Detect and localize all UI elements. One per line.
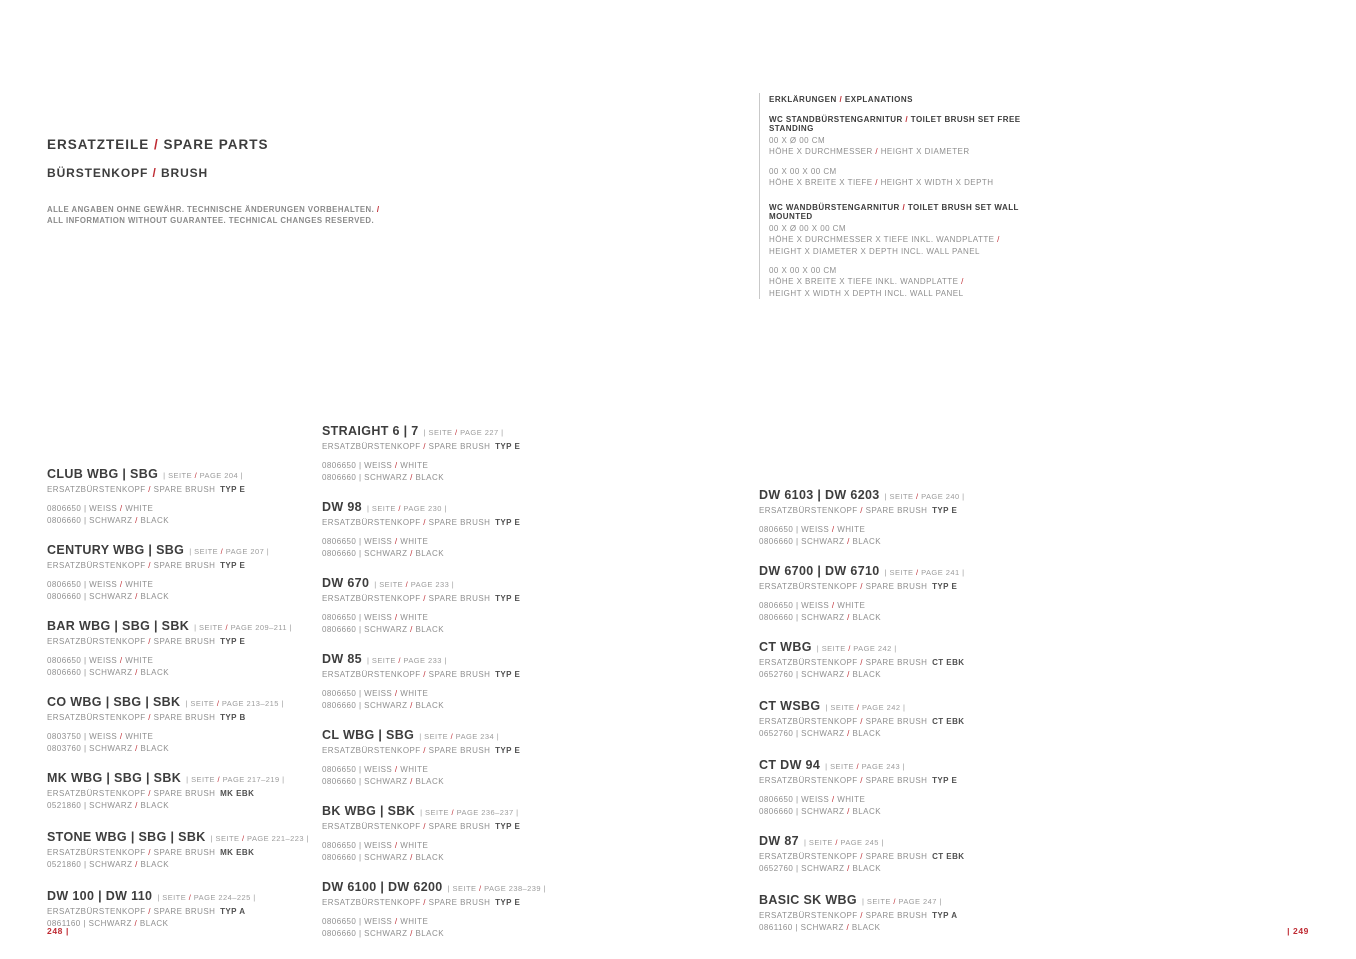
dimension-line: 00 X Ø 00 CM — [769, 136, 826, 145]
product-subtitle: ERSATZBÜRSTENKOPF / SPARE BRUSH — [322, 518, 491, 527]
product-name: DW 100 | DW 110 — [47, 889, 153, 903]
product-subtitle-line — [759, 716, 1049, 727]
product-title-line — [47, 466, 337, 483]
product-code-line: 0806660 | SCHWARZ / BLACK — [322, 473, 444, 482]
product-title-line — [47, 618, 337, 635]
product-type: TYP B — [220, 713, 246, 722]
product-title-line — [759, 892, 1049, 909]
disclaimer-line-1: ALLE ANGABEN OHNE GEWÄHR. TECHNISCHE ÄNDERUNGEN VORBEHALTEN. / — [47, 205, 380, 214]
product-code-list — [759, 600, 1049, 624]
product-name: DW 6100 | DW 6200 — [322, 880, 443, 894]
product-code-list — [322, 764, 612, 788]
product-subtitle-line — [47, 560, 337, 571]
product-name: BK WBG | SBK — [322, 804, 416, 818]
product-subtitle: ERSATZBÜRSTENKOPF / SPARE BRUSH — [322, 670, 491, 679]
product-code-line: 0806650 | WEISS / WHITE — [47, 580, 154, 589]
dimension-line: HÖHE X BREITE X TIEFE / HEIGHT X WIDTH X DEPTH — [769, 177, 994, 187]
product-subtitle-line — [759, 657, 1049, 668]
page-reference: | SEITE / PAGE 209–211 | — [194, 623, 292, 632]
product-type: TYP E — [495, 746, 521, 755]
product-name: DW 6700 | DW 6710 — [759, 564, 880, 578]
page-reference: | SEITE / PAGE 245 | — [803, 838, 884, 847]
product-subtitle-line — [322, 441, 612, 452]
product-code-line: 0806650 | WEISS / WHITE — [759, 601, 866, 610]
product-name: CT WSBG — [759, 699, 821, 713]
explanations-title: ERKLÄRUNGEN / EXPLANATIONS — [769, 95, 913, 104]
product-subtitle: ERSATZBÜRSTENKOPF / SPARE BRUSH — [47, 485, 216, 494]
product-subtitle-line — [47, 712, 337, 723]
product-title-line — [759, 698, 1049, 715]
product-code-line: 0652760 | SCHWARZ / BLACK — [759, 670, 881, 679]
product-subtitle-line — [322, 897, 612, 908]
product-code-list — [47, 800, 337, 812]
product-title-line — [759, 487, 1049, 504]
product-title-line — [759, 833, 1049, 850]
product-title-line — [322, 423, 612, 440]
product-entry — [322, 727, 612, 788]
product-code-line: 0806660 | SCHWARZ / BLACK — [47, 668, 169, 677]
product-entry — [47, 888, 337, 930]
product-subtitle-line — [759, 851, 1049, 862]
product-type: MK EBK — [220, 848, 255, 857]
product-code-list — [759, 728, 1049, 740]
product-name: CENTURY WBG | SBG — [47, 543, 185, 557]
product-code-line: 0652760 | SCHWARZ / BLACK — [759, 864, 881, 873]
product-code-list — [759, 524, 1049, 548]
page-header — [47, 137, 379, 226]
dimension-line: HEIGHT X DIAMETER X DEPTH INCL. WALL PANEL — [769, 246, 980, 256]
product-code-line: 0806660 | SCHWARZ / BLACK — [759, 537, 881, 546]
product-code-list — [322, 840, 612, 864]
product-code-line: 0806650 | WEISS / WHITE — [47, 504, 154, 513]
product-name: CL WBG | SBG — [322, 728, 415, 742]
dimension-line: 00 X Ø 00 X 00 CM — [769, 224, 847, 234]
page-reference: | SEITE / PAGE 234 | — [419, 732, 500, 741]
product-title-line — [322, 727, 612, 744]
product-code-line: 0806650 | WEISS / WHITE — [322, 689, 429, 698]
product-code-line: 0806660 | SCHWARZ / BLACK — [759, 613, 881, 622]
product-code-line: 0521860 | SCHWARZ / BLACK — [47, 801, 169, 810]
page-reference: | SEITE / PAGE 233 | — [374, 580, 455, 589]
product-entry — [47, 542, 337, 603]
product-code-line: 0521860 | SCHWARZ / BLACK — [47, 860, 169, 869]
product-code-line: 0803760 | SCHWARZ / BLACK — [47, 744, 169, 753]
product-code-line: 0806650 | WEISS / WHITE — [759, 795, 866, 804]
product-title-line — [47, 770, 337, 787]
product-code-line: 0806660 | SCHWARZ / BLACK — [47, 516, 169, 525]
page-reference: | SEITE / PAGE 241 | — [884, 568, 965, 577]
product-code-line: 0806660 | SCHWARZ / BLACK — [322, 625, 444, 634]
product-type: TYP A — [220, 907, 246, 916]
product-type: TYP E — [932, 582, 958, 591]
explanation-heading: WC WANDBÜRSTENGARNITUR / TOILET BRUSH SET WALL MOUNTED — [769, 203, 1019, 222]
page-reference: | SEITE / PAGE 227 | — [423, 428, 504, 437]
product-title-line — [322, 879, 612, 896]
product-name: DW 87 — [759, 834, 799, 848]
page-reference: | SEITE / PAGE 233 | — [366, 656, 447, 665]
page-subtitle: BÜRSTENKOPF / BRUSH — [47, 166, 209, 180]
product-subtitle: ERSATZBÜRSTENKOPF / SPARE BRUSH — [47, 789, 216, 798]
product-subtitle: ERSATZBÜRSTENKOPF / SPARE BRUSH — [759, 582, 928, 591]
product-subtitle-line — [322, 669, 612, 680]
product-code-list — [322, 460, 612, 484]
product-code-line: 0806660 | SCHWARZ / BLACK — [759, 807, 881, 816]
product-entry — [759, 698, 1049, 740]
product-subtitle: ERSATZBÜRSTENKOPF / SPARE BRUSH — [47, 848, 216, 857]
product-entry — [759, 563, 1049, 624]
product-column-right — [759, 487, 1049, 951]
product-code-list — [759, 863, 1049, 875]
disclaimer-line-2: ALL INFORMATION WITHOUT GUARANTEE. TECHNICAL CHANGES RESERVED. — [47, 215, 375, 225]
product-subtitle-line — [47, 484, 337, 495]
dimension-line: 00 X 00 X 00 CM — [769, 166, 837, 176]
product-type: TYP E — [495, 594, 521, 603]
product-subtitle: ERSATZBÜRSTENKOPF / SPARE BRUSH — [759, 717, 928, 726]
product-code-list — [47, 859, 337, 871]
product-entry — [322, 879, 612, 940]
product-code-line: 0806660 | SCHWARZ / BLACK — [322, 853, 444, 862]
product-type: TYP E — [495, 442, 521, 451]
product-code-line: 0806650 | WEISS / WHITE — [322, 613, 429, 622]
product-type: TYP E — [495, 670, 521, 679]
page-number-left: 248 | — [47, 926, 69, 936]
product-entry — [322, 651, 612, 712]
product-type: TYP E — [932, 776, 958, 785]
explanation-heading: WC STANDBÜRSTENGARNITUR / TOILET BRUSH SET FREE STANDING — [769, 115, 1021, 133]
product-code-list — [759, 922, 1049, 934]
product-entry — [759, 833, 1049, 875]
product-subtitle-line — [322, 517, 612, 528]
product-code-list — [47, 579, 337, 603]
product-subtitle: ERSATZBÜRSTENKOPF / SPARE BRUSH — [322, 898, 491, 907]
product-code-list — [322, 688, 612, 712]
product-code-line: 0806660 | SCHWARZ / BLACK — [322, 929, 444, 938]
page-reference: | SEITE / PAGE 242 | — [816, 644, 897, 653]
page-reference: | SEITE / PAGE 240 | — [884, 492, 965, 501]
product-type: TYP E — [932, 506, 958, 515]
dimension-line: HÖHE X BREITE X TIEFE INKL. WANDPLATTE / — [769, 277, 964, 287]
product-name: BAR WBG | SBG | SBK — [47, 619, 190, 633]
product-name: DW 98 — [322, 500, 362, 514]
product-subtitle-line — [47, 847, 337, 858]
page-title: ERSATZTEILE / SPARE PARTS — [47, 137, 269, 152]
page-reference: | SEITE / PAGE 207 | — [189, 547, 270, 556]
product-subtitle: ERSATZBÜRSTENKOPF / SPARE BRUSH — [47, 907, 216, 916]
product-entry — [759, 639, 1049, 681]
dimension-group — [769, 135, 1059, 158]
product-entry — [759, 757, 1049, 818]
product-name: MK WBG | SBG | SBK — [47, 771, 182, 785]
product-subtitle-line — [322, 821, 612, 832]
product-type: TYP E — [220, 561, 246, 570]
product-type: TYP E — [220, 485, 246, 494]
dimension-group — [769, 265, 1059, 299]
product-subtitle: ERSATZBÜRSTENKOPF / SPARE BRUSH — [322, 746, 491, 755]
product-code-line: 0806650 | WEISS / WHITE — [322, 461, 429, 470]
product-name: DW 670 — [322, 576, 370, 590]
product-code-line: 0806650 | WEISS / WHITE — [322, 917, 429, 926]
product-code-line: 0803750 | WEISS / WHITE — [47, 732, 154, 741]
product-type: CT EBK — [932, 852, 965, 861]
page-reference: | SEITE / PAGE 224–225 | — [157, 893, 256, 902]
explanation-section — [769, 115, 1059, 188]
dimension-line: HÖHE X DURCHMESSER X TIEFE INKL. WANDPLATTE / — [769, 235, 1000, 245]
dimension-group — [769, 166, 1059, 189]
product-code-list — [47, 503, 337, 527]
product-entry — [47, 829, 337, 871]
product-subtitle-line — [322, 593, 612, 604]
product-code-line: 0806650 | WEISS / WHITE — [47, 656, 154, 665]
product-column-left — [47, 466, 337, 947]
product-code-line: 0861160 | SCHWARZ / BLACK — [47, 919, 169, 928]
product-title-line — [759, 757, 1049, 774]
product-name: STONE WBG | SBG | SBK — [47, 830, 206, 844]
product-type: TYP E — [220, 637, 246, 646]
page-reference: | SEITE / PAGE 247 | — [861, 897, 942, 906]
dimension-line: 00 X 00 X 00 CM — [769, 266, 837, 276]
product-subtitle: ERSATZBÜRSTENKOPF / SPARE BRUSH — [47, 637, 216, 646]
product-entry — [322, 499, 612, 560]
product-subtitle-line — [759, 775, 1049, 786]
product-subtitle: ERSATZBÜRSTENKOPF / SPARE BRUSH — [322, 822, 491, 831]
dimension-line: HEIGHT X WIDTH X DEPTH INCL. WALL PANEL — [769, 288, 964, 298]
product-subtitle-line — [47, 788, 337, 799]
product-entry — [47, 694, 337, 755]
product-name: DW 6103 | DW 6203 — [759, 488, 880, 502]
product-subtitle: ERSATZBÜRSTENKOPF / SPARE BRUSH — [759, 658, 928, 667]
product-code-line: 0806650 | WEISS / WHITE — [322, 537, 429, 546]
explanation-section — [769, 203, 1059, 299]
product-subtitle: ERSATZBÜRSTENKOPF / SPARE BRUSH — [759, 911, 928, 920]
product-code-line: 0806660 | SCHWARZ / BLACK — [322, 549, 444, 558]
product-subtitle: ERSATZBÜRSTENKOPF / SPARE BRUSH — [322, 442, 491, 451]
product-subtitle-line — [322, 745, 612, 756]
product-subtitle-line — [759, 581, 1049, 592]
product-code-list — [322, 916, 612, 940]
product-code-list — [47, 918, 337, 930]
product-entry — [322, 423, 612, 484]
product-code-line: 0806650 | WEISS / WHITE — [759, 525, 866, 534]
page-reference: | SEITE / PAGE 230 | — [366, 504, 447, 513]
product-type: TYP E — [495, 898, 521, 907]
product-code-list — [322, 612, 612, 636]
product-code-line: 0861160 | SCHWARZ / BLACK — [759, 923, 881, 932]
product-code-line: 0652760 | SCHWARZ / BLACK — [759, 729, 881, 738]
page-reference: | SEITE / PAGE 217–219 | — [186, 775, 285, 784]
product-type: TYP E — [495, 822, 521, 831]
product-code-line: 0806650 | WEISS / WHITE — [322, 841, 429, 850]
page-reference: | SEITE / PAGE 238–239 | — [447, 884, 546, 893]
product-title-line — [47, 829, 337, 846]
product-column-middle — [322, 423, 612, 955]
product-entry — [322, 803, 612, 864]
product-entry — [47, 618, 337, 679]
product-entry — [759, 892, 1049, 934]
product-name: CT WBG — [759, 640, 812, 654]
product-code-line: 0806660 | SCHWARZ / BLACK — [322, 701, 444, 710]
page-reference: | SEITE / PAGE 243 | — [825, 762, 906, 771]
product-title-line — [47, 694, 337, 711]
product-entry — [47, 770, 337, 812]
explanations-panel — [759, 93, 1059, 299]
product-code-line: 0806660 | SCHWARZ / BLACK — [322, 777, 444, 786]
product-type: TYP E — [495, 518, 521, 527]
product-name: STRAIGHT 6 | 7 — [322, 424, 419, 438]
product-code-line: 0806660 | SCHWARZ / BLACK — [47, 592, 169, 601]
product-subtitle: ERSATZBÜRSTENKOPF / SPARE BRUSH — [322, 594, 491, 603]
page-number-right: | 249 — [1287, 926, 1309, 936]
product-subtitle: ERSATZBÜRSTENKOPF / SPARE BRUSH — [759, 776, 928, 785]
product-title-line — [759, 563, 1049, 580]
product-subtitle: ERSATZBÜRSTENKOPF / SPARE BRUSH — [47, 713, 216, 722]
product-type: TYP A — [932, 911, 958, 920]
product-entry — [759, 487, 1049, 548]
product-subtitle-line — [47, 636, 337, 647]
product-entry — [322, 575, 612, 636]
product-code-list — [47, 655, 337, 679]
product-code-list — [322, 536, 612, 560]
product-name: DW 85 — [322, 652, 362, 666]
product-name: CO WBG | SBG | SBK — [47, 695, 181, 709]
product-title-line — [47, 542, 337, 559]
product-name: CT DW 94 — [759, 758, 821, 772]
product-subtitle: ERSATZBÜRSTENKOPF / SPARE BRUSH — [759, 506, 928, 515]
product-code-line: 0806650 | WEISS / WHITE — [322, 765, 429, 774]
product-code-list — [759, 794, 1049, 818]
product-subtitle-line — [47, 906, 337, 917]
product-title-line — [322, 651, 612, 668]
product-entry — [47, 466, 337, 527]
product-title-line — [322, 575, 612, 592]
page-reference: | SEITE / PAGE 213–215 | — [185, 699, 284, 708]
product-name: CLUB WBG | SBG — [47, 467, 159, 481]
page-reference: | SEITE / PAGE 204 | — [163, 471, 244, 480]
dimension-line: HÖHE X DURCHMESSER / HEIGHT X DIAMETER — [769, 147, 970, 157]
product-subtitle-line — [759, 505, 1049, 516]
product-code-list — [47, 731, 337, 755]
page-reference: | SEITE / PAGE 236–237 | — [420, 808, 519, 817]
product-type: CT EBK — [932, 717, 965, 726]
product-title-line — [322, 499, 612, 516]
product-subtitle: ERSATZBÜRSTENKOPF / SPARE BRUSH — [47, 561, 216, 570]
product-title-line — [47, 888, 337, 905]
product-name: BASIC SK WBG — [759, 893, 857, 907]
product-type: MK EBK — [220, 789, 255, 798]
product-title-line — [322, 803, 612, 820]
page-reference: | SEITE / PAGE 221–223 | — [210, 834, 309, 843]
product-code-list — [759, 669, 1049, 681]
page-reference: | SEITE / PAGE 242 | — [825, 703, 906, 712]
product-type: CT EBK — [932, 658, 965, 667]
product-title-line — [759, 639, 1049, 656]
product-subtitle: ERSATZBÜRSTENKOPF / SPARE BRUSH — [759, 852, 928, 861]
product-subtitle-line — [759, 910, 1049, 921]
dimension-group — [769, 223, 1059, 257]
